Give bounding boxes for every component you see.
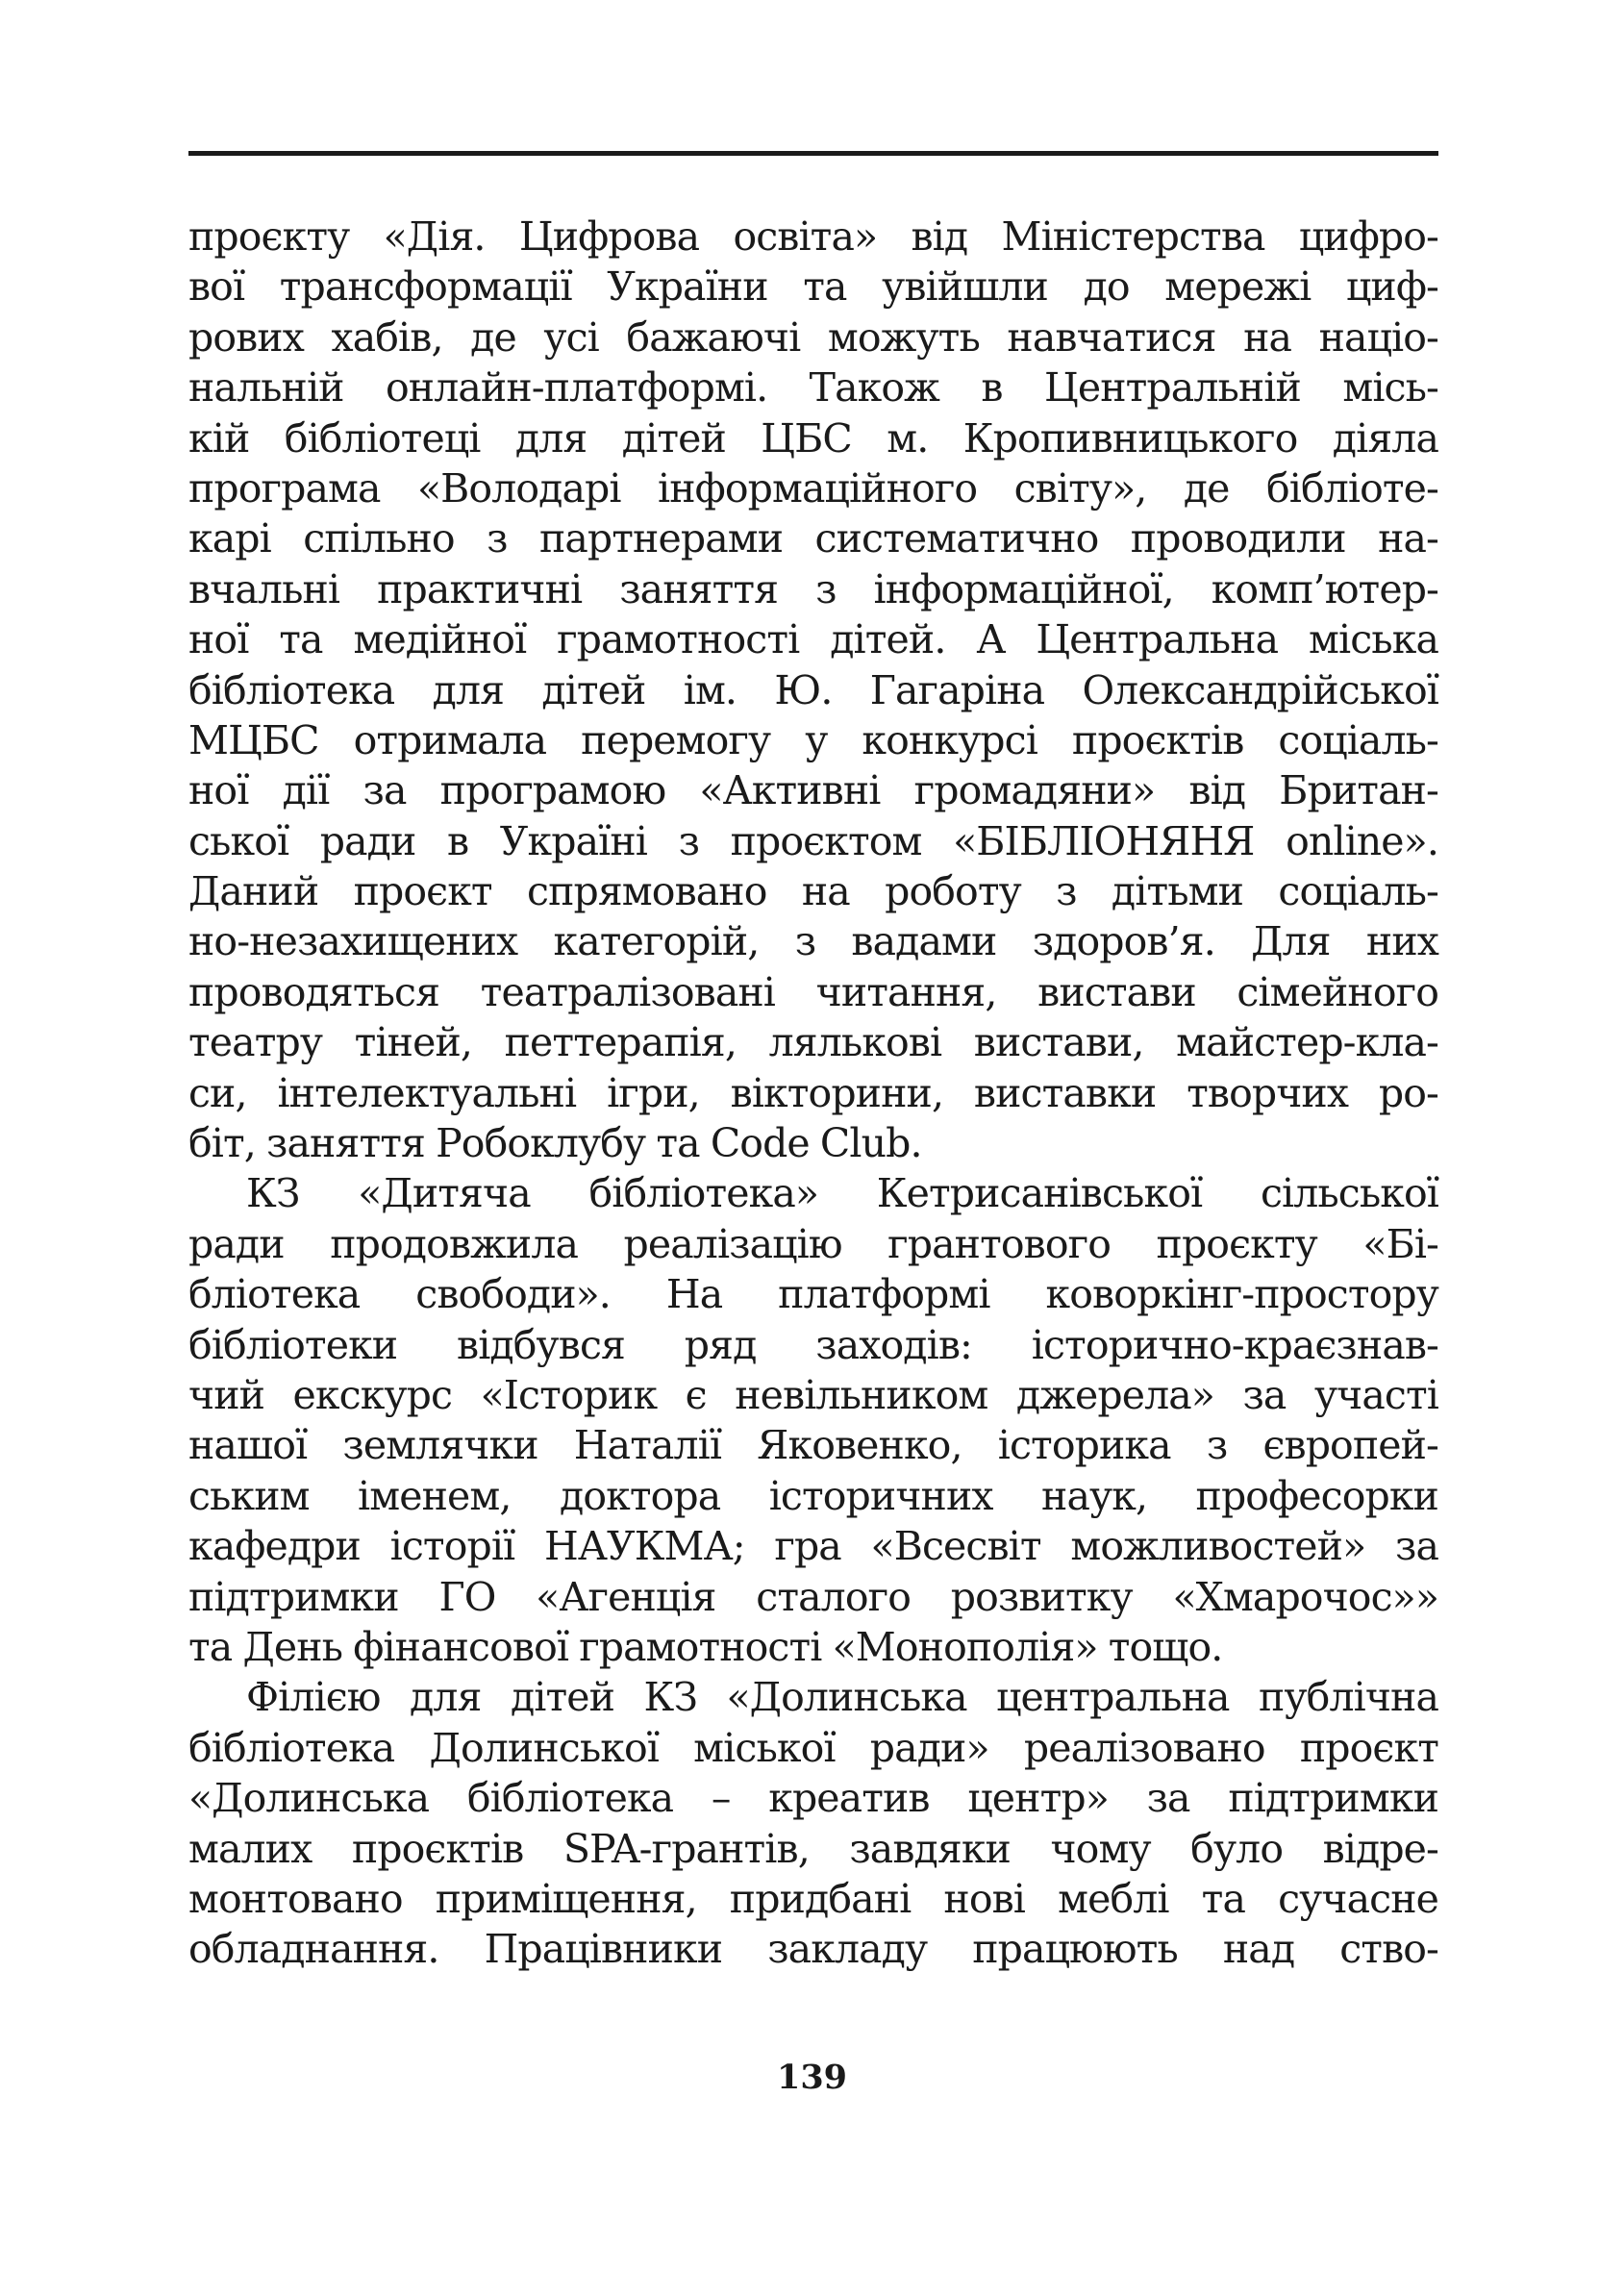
- header-rule: [188, 151, 1438, 156]
- text-line: проєкту «Дія. Цифрова освіта» від Міністерства цифро-: [188, 213, 1438, 260]
- text-line: бібліотека Долинської міської ради» реалізовано проєкт: [188, 1724, 1438, 1771]
- text-line: кій бібліотеці для дітей ЦБС м. Кропивницького діяла: [188, 414, 1438, 462]
- text-line: нальній онлайн-платформі. Також в Центральній місь-: [188, 364, 1438, 412]
- text-line: карі спільно з партнерами систематично проводили на-: [188, 515, 1438, 562]
- text-line: театру тіней, петтерапія, лялькові вистави, майстер-кла-: [188, 1019, 1438, 1066]
- text-line: ської ради в Україні з проєктом «БІБЛІОНЯНЯ online».: [188, 817, 1438, 864]
- body-text: [188, 212, 1438, 1975]
- text-line: но-незахищених категорій, з вадами здоров’я. Для них: [188, 918, 1438, 965]
- text-line: проводяться театралізовані читання, вистави сімейного: [188, 968, 1438, 1015]
- text-line: ної та медійної грамотності дітей. А Центральна міська: [188, 616, 1438, 663]
- text-line: ної дії за програмою «Активні громадяни» від Британ-: [188, 767, 1438, 814]
- text-line: чий екскурс «Історик є невільником джерела» за участі: [188, 1371, 1438, 1418]
- text-line: біт, заняття Робоклубу та Code Club.: [188, 1120, 922, 1167]
- text-line: Філією для дітей КЗ «Долинська центральна публічна: [246, 1674, 1438, 1721]
- text-line: обладнання. Працівники закладу працюють над ство-: [188, 1926, 1438, 1973]
- text-line: програма «Володарі інформаційного світу», де бібліоте-: [188, 464, 1438, 512]
- text-line: кафедри історії НАУКМА; гра «Всесвіт можливостей» за: [188, 1523, 1438, 1570]
- text-line: Даний проєкт спрямовано на роботу з дітьми соціаль-: [188, 868, 1438, 915]
- text-line: МЦБС отримала перемогу у конкурсі проєктів соціаль-: [188, 716, 1438, 763]
- paragraph-3: [188, 1672, 1438, 1974]
- text-line: малих проєктів SPA-грантів, завдяки чому було відре-: [188, 1825, 1438, 1872]
- text-line: бібліотеки відбувся ряд заходів: історично-краєзнав-: [188, 1321, 1438, 1368]
- text-line: ським іменем, доктора історичних наук, професорки: [188, 1472, 1438, 1519]
- text-line: рових хабів, де усі бажаючі можуть навчатися на націо-: [188, 313, 1438, 361]
- text-line: «Долинська бібліотека – креатив центр» за підтримки: [188, 1775, 1438, 1822]
- text-line: вчальні практичні заняття з інформаційної, комп’ютер-: [188, 565, 1438, 612]
- text-line: та День фінансової грамотності «Монополія» тощо.: [188, 1623, 1223, 1670]
- text-line: КЗ «Дитяча бібліотека» Кетрисанівської сільської: [246, 1170, 1438, 1217]
- text-line: підтримки ГО «Агенція сталого розвитку «Хмарочос»»: [188, 1573, 1438, 1620]
- text-line: си, інтелектуальні ігри, вікторини, виставки творчих ро-: [188, 1069, 1438, 1116]
- page-number: 139: [776, 2058, 848, 2097]
- text-line: вої трансформації України та увійшли до мережі циф-: [188, 263, 1438, 311]
- paragraph-2: [188, 1168, 1438, 1672]
- text-line: ради продовжила реалізацію грантового проєкту «Бі-: [188, 1220, 1438, 1267]
- paragraph-1: [188, 212, 1438, 1168]
- text-line: бліотека свободи». На платформі коворкінг-простору: [188, 1271, 1438, 1318]
- text-line: нашої землячки Наталії Яковенко, історика з європей-: [188, 1422, 1438, 1469]
- text-line: монтовано приміщення, придбані нові меблі та сучасне: [188, 1875, 1438, 1922]
- text-line: бібліотека для дітей ім. Ю. Гагаріна Олександрійської: [188, 666, 1438, 713]
